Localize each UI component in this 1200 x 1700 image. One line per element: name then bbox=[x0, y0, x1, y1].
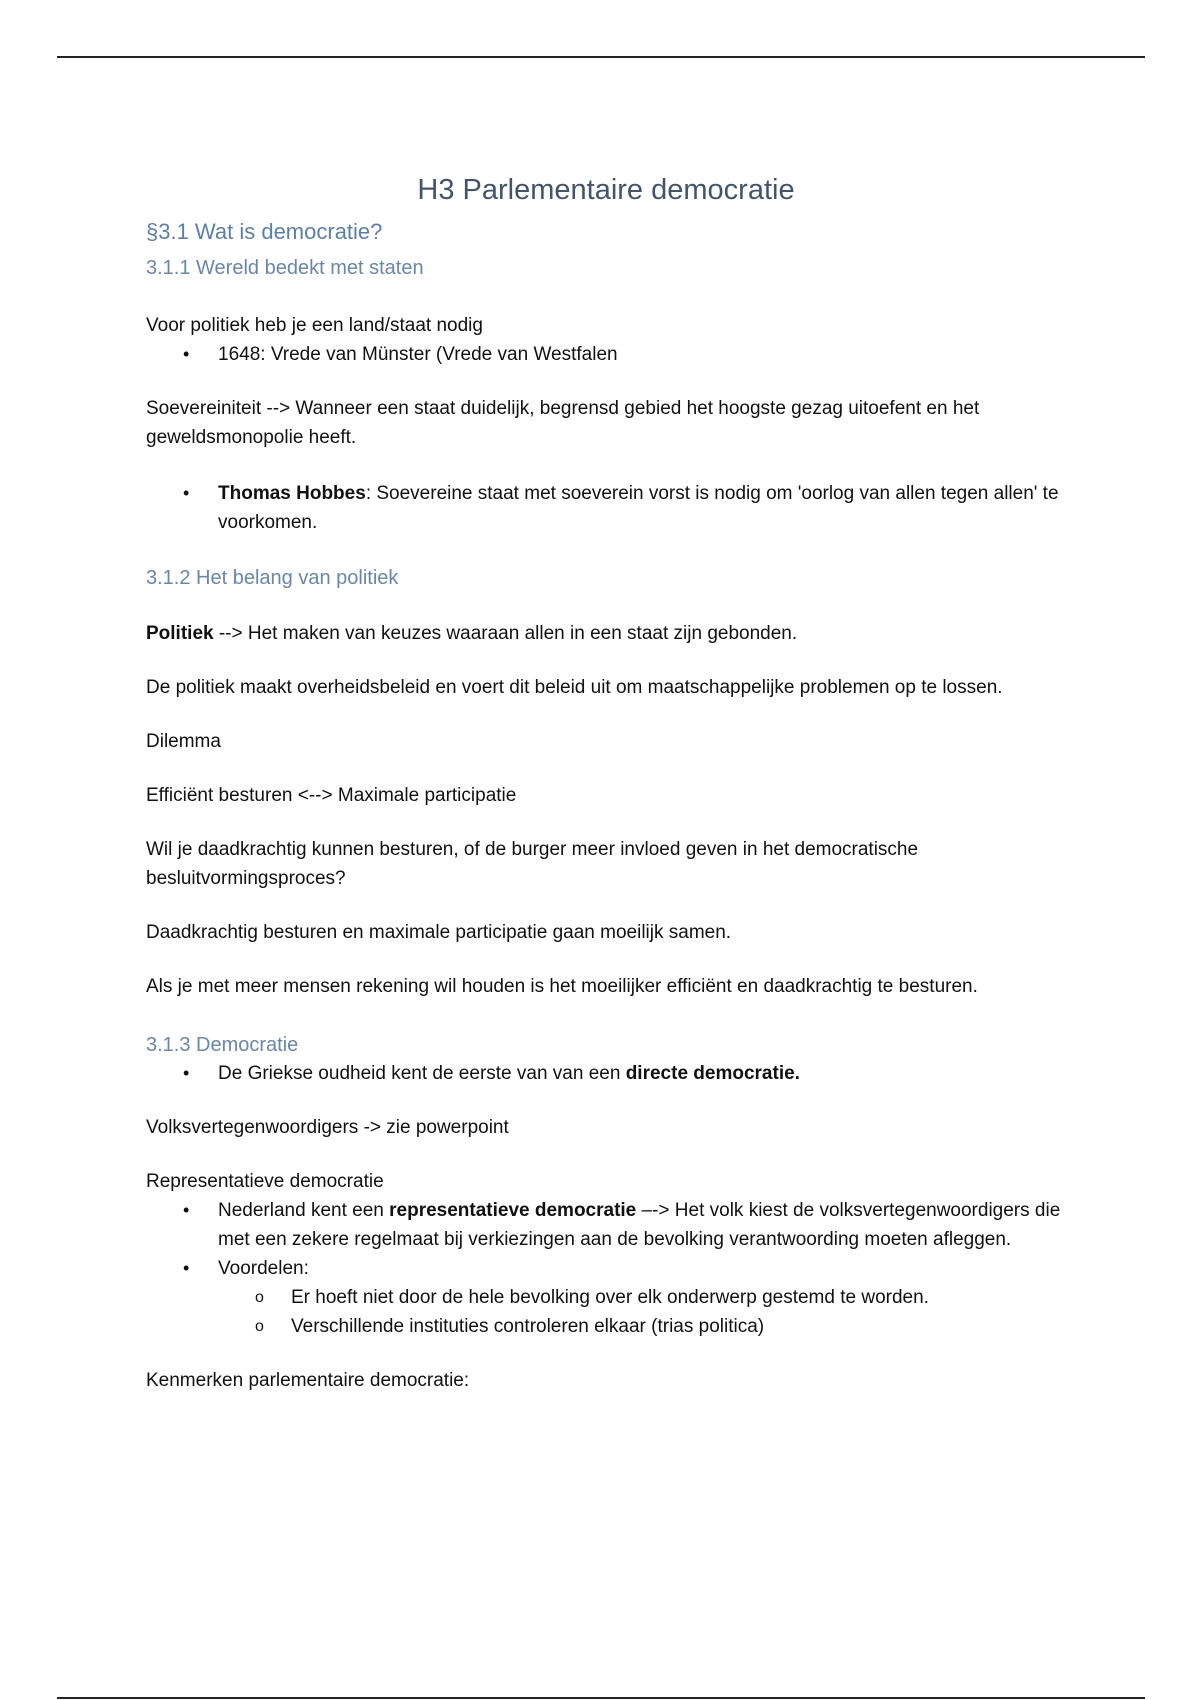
term-representatieve-democratie: representatieve democratie bbox=[389, 1200, 637, 1221]
paragraph-samen: Daadkrachtig besturen en maximale participatie gaan moeilijk samen. bbox=[146, 922, 732, 943]
definition-soevereiniteit: --> Wanneer een staat duidelijk, begrensd gebied het hoogste gezag uitoefent en het geweldsmonopolie heeft. bbox=[146, 398, 980, 448]
subsection-heading-3-1-2: 3.1.2 Het belang van politiek bbox=[146, 567, 399, 589]
hobbes-text: : Soevereine staat met soeverein vorst is nodig om 'oorlog van allen tegen allen' te voorkomen. bbox=[218, 483, 1059, 533]
top-rule bbox=[57, 56, 1145, 58]
sub-list-item: o Er hoeft niet door de hele bevolking over elk onderwerp gestemd te worden. bbox=[146, 1283, 1066, 1312]
bottom-rule bbox=[57, 1697, 1145, 1699]
bullet-list bbox=[146, 1059, 1066, 1088]
paragraph-mensen: Als je met meer mensen rekening wil houden is het moeilijker efficiënt en daadkrachtig te besturen. bbox=[146, 976, 978, 997]
paragraph-representatieve: Representatieve democratie bbox=[146, 1171, 384, 1192]
paragraph-intro: Voor politiek heb je een land/staat nodig bbox=[146, 315, 483, 336]
bullet-list bbox=[146, 479, 1066, 537]
list-item-text: –-> Het volk kiest de volksvertegenwoordigers die met een zekere regelmaat bij verkiezingen aan de bevolking verantwoording moeten afleggen. bbox=[218, 1200, 1061, 1250]
sub-list-item: o Verschillende instituties controleren elkaar (trias politica) bbox=[146, 1312, 1066, 1341]
term-directe-democratie: directe democratie. bbox=[625, 1063, 800, 1084]
term-hobbes: Thomas Hobbes bbox=[218, 483, 366, 504]
page-title: H3 Parlementaire democratie bbox=[417, 174, 795, 206]
list-item-voordelen bbox=[146, 1254, 1066, 1341]
definition-politiek: --> Het maken van keuzes waaraan allen in een staat zijn gebonden. bbox=[213, 623, 798, 644]
list-item-text: Nederland kent een bbox=[218, 1200, 390, 1221]
subsection-heading-3-1-3: 3.1.3 Democratie bbox=[146, 1034, 299, 1056]
list-item-nederland bbox=[146, 1196, 1066, 1254]
paragraph-volksvertegenwoordigers: Volksvertegenwoordigers -> zie powerpoint bbox=[146, 1117, 509, 1138]
paragraph-soevereiniteit bbox=[146, 394, 1066, 452]
paragraph-politiek bbox=[146, 619, 1066, 648]
bullet-list bbox=[146, 340, 1066, 369]
list-item: • 1648: Vrede van Münster (Vrede van Westfalen bbox=[146, 340, 1066, 369]
list-item-text: De Griekse oudheid kent de eerste van van een bbox=[218, 1063, 626, 1084]
document-page bbox=[146, 170, 1066, 1395]
paragraph-question: Wil je daadkrachtig kunnen besturen, of de burger meer invloed geven in het democratische besluitvormingsproces? bbox=[146, 839, 919, 889]
term-soevereiniteit: Soevereiniteit bbox=[146, 398, 262, 419]
section-heading: §3.1 Wat is democratie? bbox=[146, 219, 383, 244]
list-item-text: Voordelen: bbox=[218, 1258, 309, 1279]
list-item-griekse bbox=[146, 1059, 1066, 1088]
paragraph-kenmerken: Kenmerken parlementaire democratie: bbox=[146, 1370, 470, 1391]
paragraph-dilemma: Dilemma bbox=[146, 731, 221, 752]
term-politiek: Politiek bbox=[146, 623, 214, 644]
paragraph-beleid: De politiek maakt overheidsbeleid en voert dit beleid uit om maatschappelijke problemen op te lossen. bbox=[146, 677, 1003, 698]
paragraph-efficient: Efficiënt besturen <--> Maximale participatie bbox=[146, 785, 517, 806]
bullet-list bbox=[146, 1196, 1066, 1341]
sub-bullet-list bbox=[146, 1283, 1066, 1341]
list-item-hobbes bbox=[146, 479, 1066, 537]
subsection-heading-3-1-1: 3.1.1 Wereld bedekt met staten bbox=[146, 257, 424, 279]
